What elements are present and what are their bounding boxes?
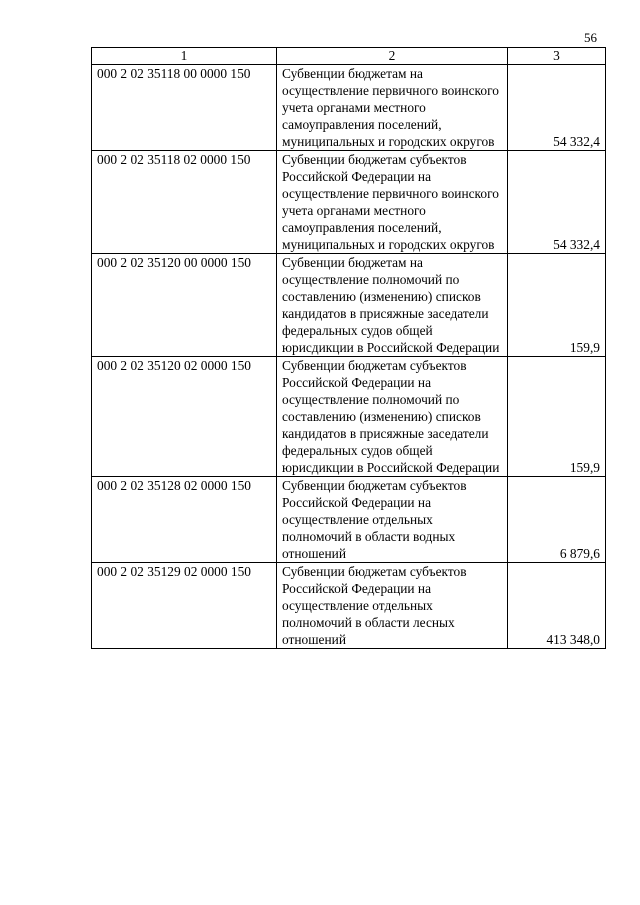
budget-code-cell: 000 2 02 35120 02 0000 150: [92, 357, 277, 477]
revenue-name-cell: Субвенции бюджетам субъектов Российской Федерации на осуществление полномочий по составлению (изменению) списков кандидатов в присяжные заседатели федеральных судов общей юрисдикции в Российской Федерации: [277, 357, 508, 477]
column-header-amount: 3: [508, 48, 606, 65]
amount-cell: 159,9: [508, 357, 606, 477]
budget-code-cell: 000 2 02 35120 00 0000 150: [92, 254, 277, 357]
amount-cell: 6 879,6: [508, 477, 606, 563]
amount-cell: 54 332,4: [508, 151, 606, 254]
revenue-name-cell: Субвенции бюджетам субъектов Российской Федерации на осуществление первичного воинского учета органами местного самоуправления поселений, муниципальных и городских округов: [277, 151, 508, 254]
budget-code-cell: 000 2 02 35128 02 0000 150: [92, 477, 277, 563]
column-header-code: 1: [92, 48, 277, 65]
revenue-name-cell: Субвенции бюджетам субъектов Российской Федерации на осуществление отдельных полномочий в области водных отношений: [277, 477, 508, 563]
budget-code-cell: 000 2 02 35118 00 0000 150: [92, 65, 277, 151]
budget-code-cell: 000 2 02 35118 02 0000 150: [92, 151, 277, 254]
table-row: [92, 357, 606, 477]
table-row: [92, 477, 606, 563]
amount-cell: 54 332,4: [508, 65, 606, 151]
table-row: [92, 151, 606, 254]
budget-code-cell: 000 2 02 35129 02 0000 150: [92, 563, 277, 649]
amount-cell: 159,9: [508, 254, 606, 357]
amount-cell: 413 348,0: [508, 563, 606, 649]
table-row: [92, 254, 606, 357]
table-row: [92, 65, 606, 151]
table-header-row: [92, 48, 606, 65]
budget-table: [91, 47, 606, 649]
table-row: [92, 563, 606, 649]
revenue-name-cell: Субвенции бюджетам субъектов Российской Федерации на осуществление отдельных полномочий в области лесных отношений: [277, 563, 508, 649]
revenue-name-cell: Субвенции бюджетам на осуществление полномочий по составлению (изменению) списков кандидатов в присяжные заседатели федеральных судов общей юрисдикции в Российской Федерации: [277, 254, 508, 357]
page-number: 56: [584, 30, 597, 45]
revenue-name-cell: Субвенции бюджетам на осуществление первичного воинского учета органами местного самоуправления поселений, муниципальных и городских округов: [277, 65, 508, 151]
column-header-name: 2: [277, 48, 508, 65]
